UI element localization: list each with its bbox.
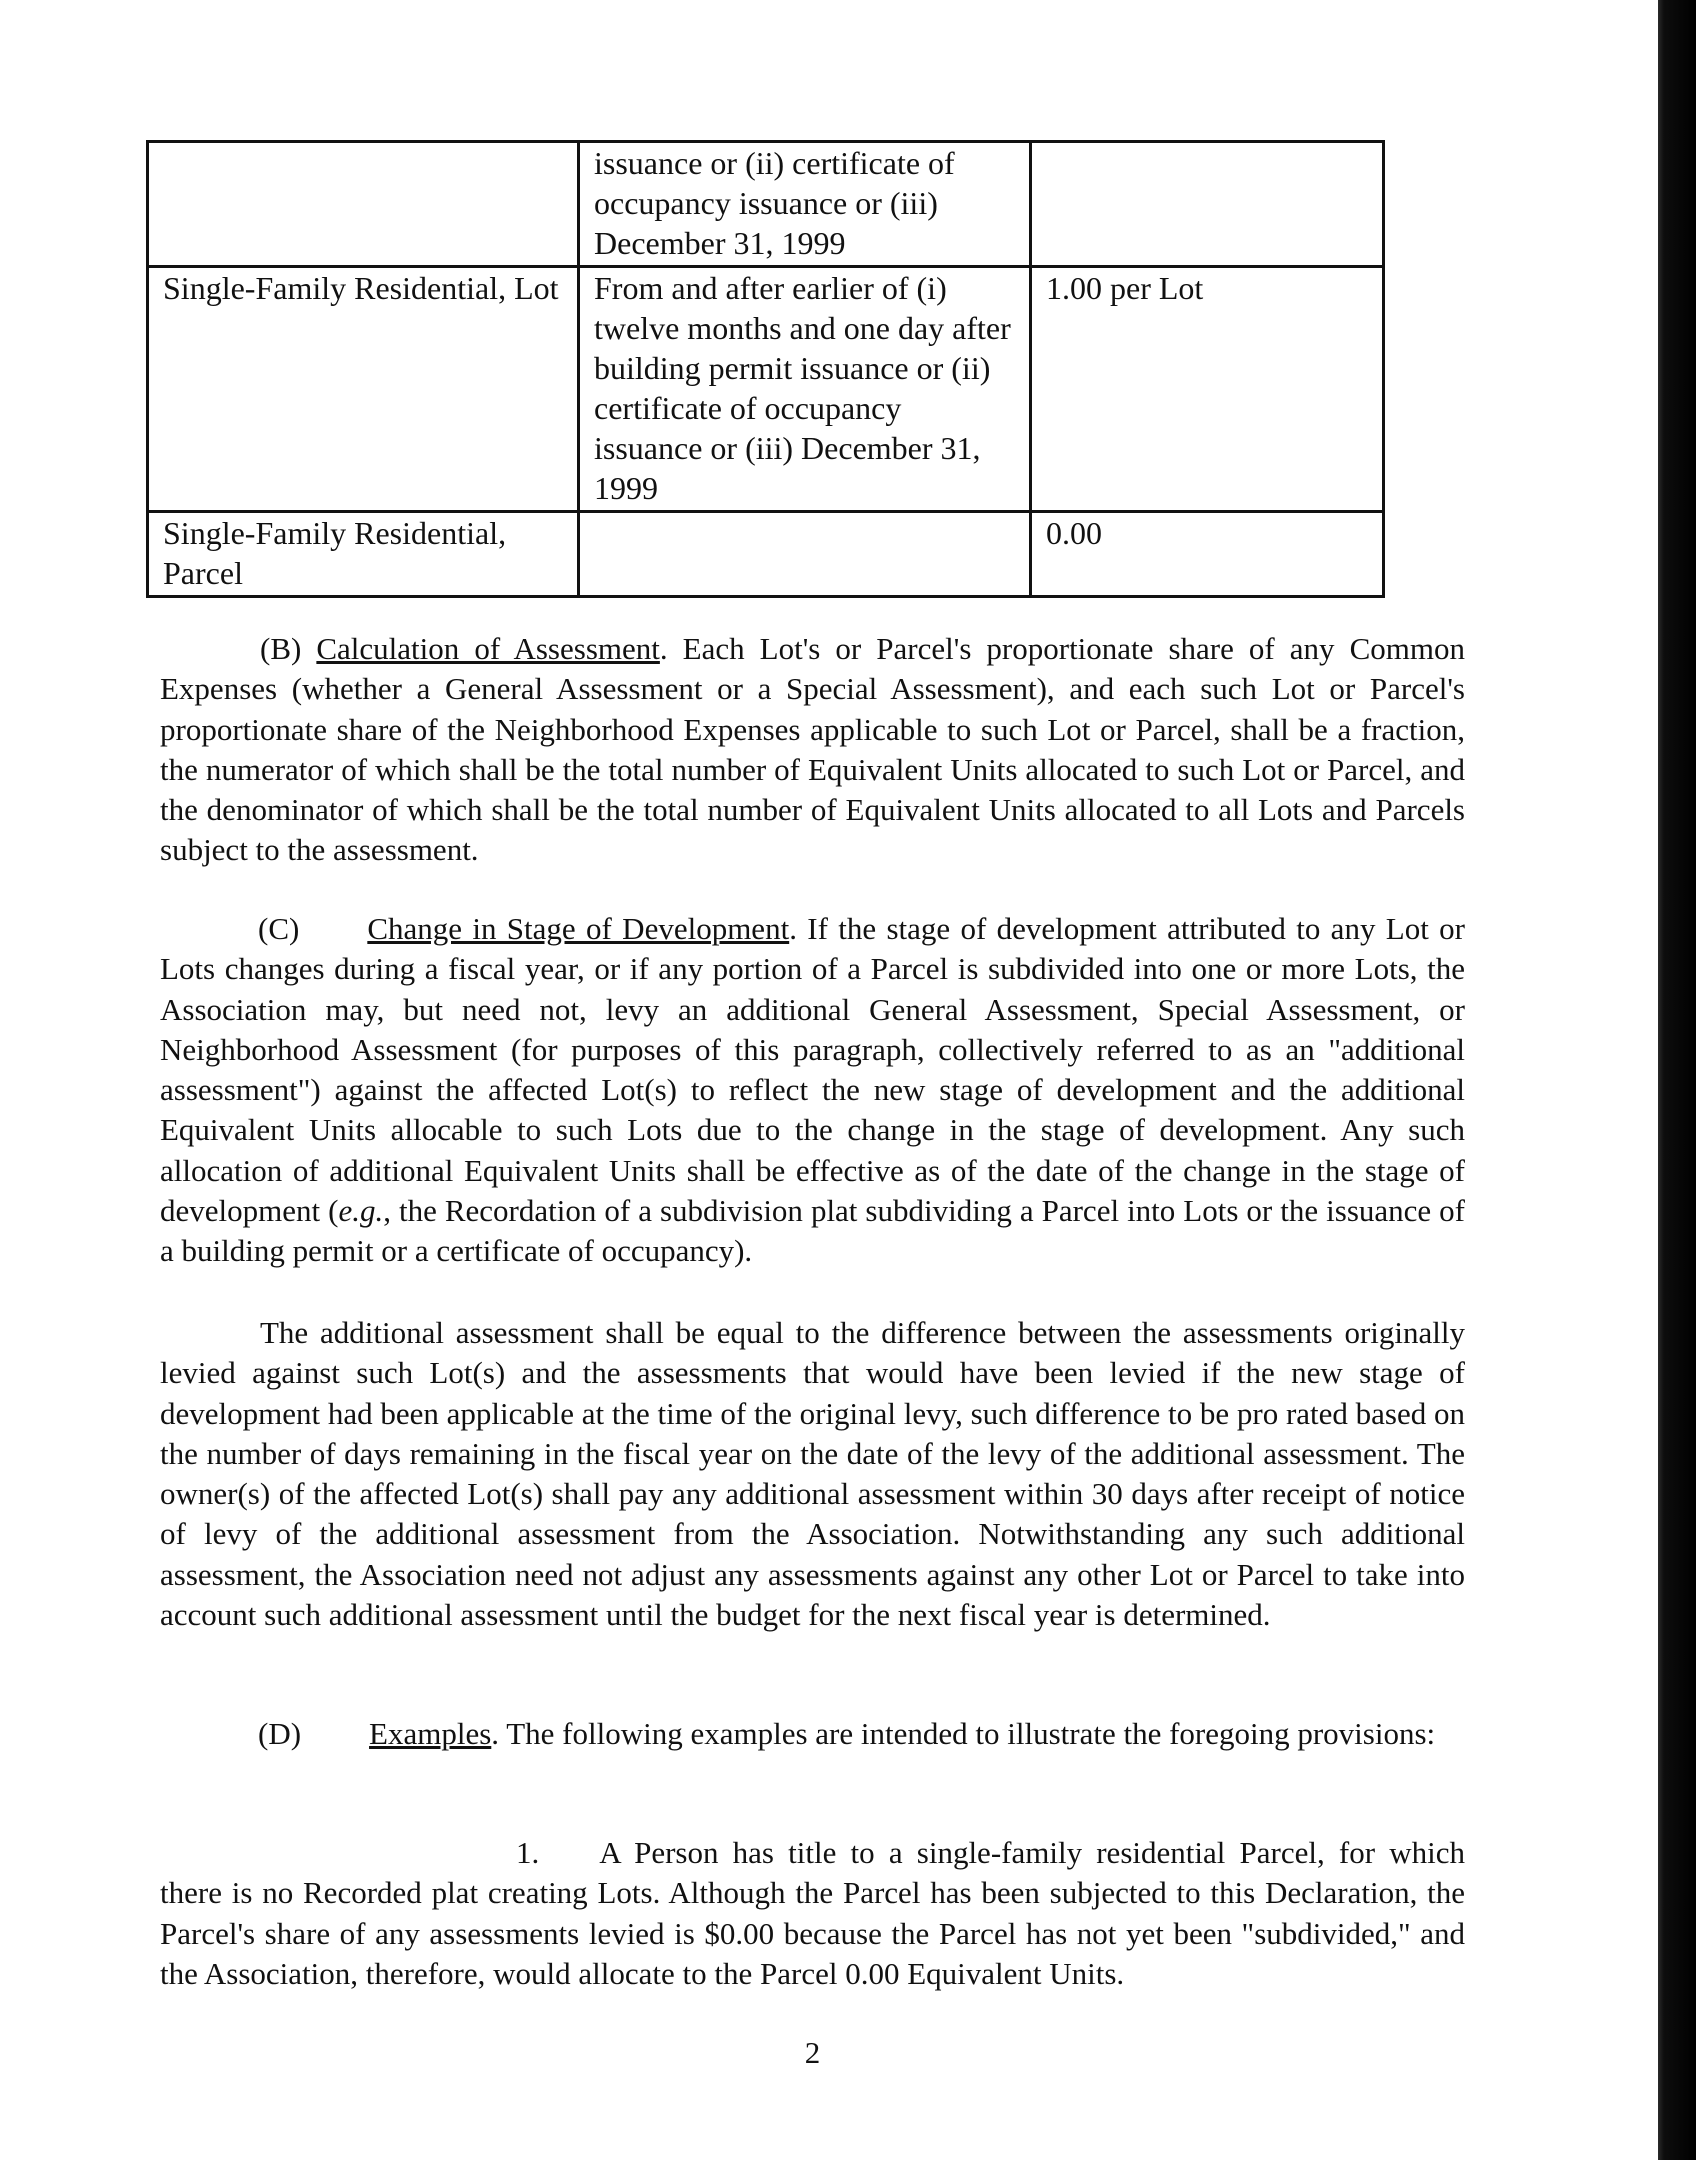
table-cell-category: Single-Family Residential, Parcel: [148, 512, 579, 597]
section-b-text: . Each Lot's or Parcel's proportionate share of any Common Expenses (whether a General Assessment or a Special Assessment), and each such Lot or Parcel's proportionate share of the Neighborhood Expenses applicable to such Lot or Parcel, shall be a fraction, the numerator of which shall be the total number of Equivalent Units allocated to such Lot or Parcel, and the denominator of which shall be the total number of Equivalent Units allocated to all Lots and Parcels subject to the assessment.: [160, 631, 1465, 868]
section-c-text-before: . If the stage of development attributed to any Lot or Lots changes during a fiscal year, or if any portion of a Parcel is subdivided into one or more Lots, the Association may, but need not, levy an additional General Assessment, Special Assessment, or Neighborhood Assessment (for purposes of this paragraph, collectively referred to as an "additional assessment") against the affected Lot(s) to reflect the new stage of development and the additional Equivalent Units allocable to such Lots due to the change in the stage of development. Any such allocation of additional Equivalent Units shall be effective as of the date of the change in the stage of development (: [160, 911, 1465, 1229]
table-row: [148, 142, 1384, 267]
section-d-heading: Examples: [369, 1716, 492, 1751]
example-1-paragraph: [160, 1833, 1465, 1994]
table-cell-units: [1031, 142, 1384, 267]
table-cell-units: 0.00: [1031, 512, 1384, 597]
table-cell-units: 1.00 per Lot: [1031, 267, 1384, 512]
section-c-emphasis: e.g.: [338, 1193, 384, 1229]
scan-edge-shadow: [1658, 0, 1696, 2160]
section-d-paragraph: [160, 1714, 1465, 1754]
example-1-text: A Person has title to a single-family residential Parcel, for which there is no Recorded plat creating Lots. Although the Parcel has been subjected to this Declaration, the Parcel's share of any assessments levied is $0.00 because the Parcel has not yet been "subdivided," and the Association, therefore, would allocate to the Parcel 0.00 Equivalent Units.: [160, 1835, 1465, 1991]
equivalent-units-table: [146, 140, 1385, 598]
section-c-text-after: , the Recordation of a subdivision plat subdividing a Parcel into Lots or the issuance of a building permit or a certificate of occupancy).: [160, 1193, 1465, 1269]
section-c-label: (C): [258, 911, 300, 946]
table-cell-stage: From and after earlier of (i) twelve months and one day after building permit issuance or (ii) certificate of occupancy issuance or (iii) December 31, 1999: [579, 267, 1031, 512]
additional-assessment-paragraph: The additional assessment shall be equal to the difference between the assessments originally levied against such Lot(s) and the assessments that would have been levied if the new stage of development had been applicable at the time of the original levy, such difference to be pro rated based on the number of days remaining in the fiscal year on the date of the levy of the additional assessment. The owner(s) of the affected Lot(s) shall pay any additional assessment within 30 days after receipt of notice of levy of the additional assessment from the Association. Notwithstanding any such additional assessment, the Association need not adjust any assessments against any other Lot or Parcel to take into account such additional assessment until the budget for the next fiscal year is determined.: [160, 1315, 1465, 1633]
table-cell-category: [148, 142, 579, 267]
section-c-paragraph: [160, 909, 1465, 1272]
section-c-heading: Change in Stage of Development: [367, 911, 790, 946]
example-1-number: 1.: [516, 1835, 540, 1870]
table-row: [148, 512, 1384, 597]
section-b-heading: Calculation of Assessment: [316, 631, 660, 666]
section-b-label: (B): [260, 631, 302, 666]
section-d-text: . The following examples are intended to illustrate the foregoing provisions:: [491, 1716, 1436, 1751]
page-number: 2: [804, 2035, 821, 2070]
table-cell-category: Single-Family Residential, Lot: [148, 267, 579, 512]
document-page: [160, 140, 1465, 2100]
table-cell-stage: issuance or (ii) certificate of occupancy issuance or (iii) December 31, 1999: [579, 142, 1031, 267]
section-d-label: (D): [258, 1716, 302, 1751]
table-row: [148, 267, 1384, 512]
table-cell-stage: [579, 512, 1031, 597]
section-b-paragraph: [160, 629, 1465, 871]
